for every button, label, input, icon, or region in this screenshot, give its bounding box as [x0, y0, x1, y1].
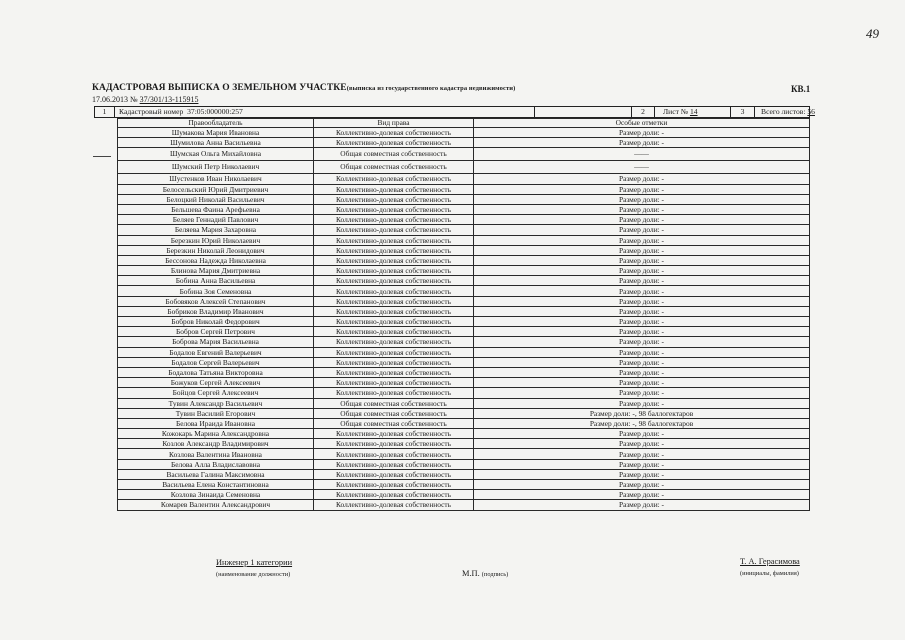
owner-cell: Беляев Геннадий Павлович: [118, 215, 314, 225]
owner-cell: Бодалов Евгений Валерьевич: [118, 347, 314, 357]
right-type-cell: Коллективно-долевая собственность: [314, 449, 474, 459]
right-type-cell: Коллективно-долевая собственность: [314, 378, 474, 388]
special-note-cell: Размер доли: -: [474, 194, 810, 204]
owner-cell: Шумская Ольга Михайловна: [118, 148, 314, 161]
right-type-cell: Коллективно-долевая собственность: [314, 184, 474, 194]
cadastral-number-label: Кадастровый номер: [119, 107, 184, 116]
special-note-cell: ——: [474, 161, 810, 174]
sheet-number-label: Лист №: [663, 107, 689, 116]
special-note-cell: Размер доли: -: [474, 480, 810, 490]
special-note-cell: Размер доли: -: [474, 235, 810, 245]
signer-position-block: [216, 558, 292, 578]
total-sheets-cell: [755, 107, 815, 117]
special-note-cell: Размер доли: -: [474, 449, 810, 459]
owner-cell: Комарев Валентин Александрович: [118, 500, 314, 510]
special-note-cell: Размер доли: -: [474, 296, 810, 306]
owner-cell: Белова Алла Владиславовна: [118, 459, 314, 469]
owner-cell: Козлова Валентина Ивановна: [118, 449, 314, 459]
table-row: [118, 418, 810, 428]
owner-cell: Березкин Николай Леонидович: [118, 245, 314, 255]
cadastral-number-cell: [115, 107, 535, 117]
table-row: [118, 276, 810, 286]
table-row: [118, 439, 810, 449]
table-row: [118, 500, 810, 510]
table-row: [118, 138, 810, 148]
special-note-cell: Размер доли: -: [474, 357, 810, 367]
right-type-cell: Коллективно-долевая собственность: [314, 245, 474, 255]
special-note-cell: Размер доли: -: [474, 378, 810, 388]
table-row: [118, 408, 810, 418]
owner-cell: Шумакова Мария Ивановна: [118, 128, 314, 138]
special-note-cell: Размер доли: -: [474, 174, 810, 184]
right-type-cell: Коллективно-долевая собственность: [314, 459, 474, 469]
owner-cell: Бодалов Сергей Валерьевич: [118, 357, 314, 367]
owner-cell: Бобовяков Алексей Степанович: [118, 296, 314, 306]
table-header-row: [118, 119, 810, 128]
special-note-cell: Размер доли: -: [474, 266, 810, 276]
right-type-cell: Коллективно-долевая собственность: [314, 469, 474, 479]
right-type-cell: Коллективно-долевая собственность: [314, 500, 474, 510]
special-note-cell: Размер доли: -: [474, 317, 810, 327]
owners-table-body: [118, 128, 810, 511]
right-type-cell: Коллективно-долевая собственность: [314, 490, 474, 500]
signer-name: Т. А. Герасимова: [740, 557, 800, 566]
total-sheets-label: Всего листов:: [761, 107, 806, 116]
special-note-cell: Размер доли: -: [474, 388, 810, 398]
owner-cell: Тувин Александр Васильевич: [118, 398, 314, 408]
right-type-cell: Коллективно-долевая собственность: [314, 235, 474, 245]
table-row: [118, 235, 810, 245]
table-row: [118, 398, 810, 408]
right-type-cell: Коллективно-долевая собственность: [314, 128, 474, 138]
right-type-cell: Общая совместная собственность: [314, 161, 474, 174]
table-row: [118, 469, 810, 479]
right-type-cell: Коллективно-долевая собственность: [314, 174, 474, 184]
document-title-subtitle: (выписка из государственного кадастра недвижимости): [346, 85, 516, 92]
table-row: [118, 174, 810, 184]
right-type-cell: Коллективно-долевая собственность: [314, 317, 474, 327]
special-note-cell: Размер доли: -: [474, 286, 810, 296]
table-row: [118, 490, 810, 500]
right-type-cell: Коллективно-долевая собственность: [314, 388, 474, 398]
special-note-cell: Размер доли: -: [474, 469, 810, 479]
owner-cell: Блинова Мария Дмитриевна: [118, 266, 314, 276]
owner-cell: Бельшева Фаина Арефьевна: [118, 204, 314, 214]
special-note-cell: Размер доли: -: [474, 204, 810, 214]
sheet-number-cell: [655, 107, 731, 117]
owner-cell: Васильева Елена Константиновна: [118, 480, 314, 490]
table-row: [118, 245, 810, 255]
section-number: 1: [95, 107, 115, 117]
right-type-cell: Коллективно-долевая собственность: [314, 266, 474, 276]
right-type-cell: Коллективно-долевая собственность: [314, 138, 474, 148]
table-row: [118, 255, 810, 265]
owner-cell: Белосельский Юрий Дмитриевич: [118, 184, 314, 194]
owner-cell: Кожокарь Марина Александровна: [118, 429, 314, 439]
right-type-cell: Коллективно-долевая собственность: [314, 286, 474, 296]
blank-cell: [535, 107, 631, 117]
table-row: [118, 459, 810, 469]
signature-caption: (подпись): [481, 571, 509, 578]
issue-date-number: [92, 95, 198, 104]
owner-cell: Боброва Мария Васильевна: [118, 337, 314, 347]
table-row: [118, 215, 810, 225]
right-type-cell: Коллективно-долевая собственность: [314, 255, 474, 265]
special-note-cell: Размер доли: -: [474, 255, 810, 265]
box-3: 3: [731, 107, 755, 117]
handwritten-page-number: 49: [866, 26, 879, 41]
table-row: [118, 357, 810, 367]
issue-date: 17.06.2013: [92, 95, 128, 104]
right-type-cell: Общая совместная собственность: [314, 408, 474, 418]
right-type-cell: Коллективно-долевая собственность: [314, 367, 474, 377]
owner-cell: Бодалова Татьяна Викторовна: [118, 367, 314, 377]
table-row: [118, 337, 810, 347]
document-title-main: КАДАСТРОВАЯ ВЫПИСКА О ЗЕМЕЛЬНОМ УЧАСТКЕ: [92, 83, 347, 93]
table-row: [118, 286, 810, 296]
special-note-cell: ——: [474, 148, 810, 161]
right-type-cell: Коллективно-долевая собственность: [314, 225, 474, 235]
special-note-cell: Размер доли: -: [474, 459, 810, 469]
table-row: [118, 161, 810, 174]
owner-cell: Белова Ираида Ивановна: [118, 418, 314, 428]
special-note-cell: Размер доли: -: [474, 367, 810, 377]
owner-cell: Бобина Анна Васильевна: [118, 276, 314, 286]
table-row: [118, 204, 810, 214]
special-note-cell: Размер доли: -: [474, 138, 810, 148]
special-note-cell: Размер доли: -, 98 баллогектаров: [474, 418, 810, 428]
special-note-cell: Размер доли: -: [474, 306, 810, 316]
table-row: [118, 480, 810, 490]
right-type-cell: Коллективно-долевая собственность: [314, 296, 474, 306]
special-note-cell: Размер доли: -: [474, 276, 810, 286]
owner-cell: Бобров Сергей Петрович: [118, 327, 314, 337]
table-row: [118, 296, 810, 306]
owner-cell: Шумский Петр Николаевич: [118, 161, 314, 174]
cadastral-number-value: 37:05:000000:257: [187, 107, 243, 116]
owner-cell: Беляева Мария Захаровна: [118, 225, 314, 235]
right-type-cell: Коллективно-долевая собственность: [314, 327, 474, 337]
right-type-cell: Коллективно-долевая собственность: [314, 306, 474, 316]
special-note-cell: Размер доли: -: [474, 245, 810, 255]
right-type-cell: Коллективно-долевая собственность: [314, 337, 474, 347]
owner-cell: Козлова Зинаида Семеновна: [118, 490, 314, 500]
table-row: [118, 225, 810, 235]
owner-cell: Бобриков Владимир Иванович: [118, 306, 314, 316]
right-type-cell: Коллективно-долевая собственность: [314, 347, 474, 357]
right-type-cell: Общая совместная собственность: [314, 398, 474, 408]
extract-number: 37/301/13-115915: [139, 95, 199, 104]
right-type-cell: Коллективно-долевая собственность: [314, 357, 474, 367]
box-2: 2: [631, 107, 655, 117]
table-row: [118, 128, 810, 138]
sheet-number-value: 14: [689, 107, 698, 116]
cadastral-info-row: [94, 106, 815, 118]
right-type-cell: Коллективно-долевая собственность: [314, 480, 474, 490]
special-note-cell: Размер доли: -: [474, 439, 810, 449]
form-code: КВ.1: [791, 84, 811, 94]
owners-table: [117, 118, 810, 511]
special-note-cell: Размер доли: -: [474, 215, 810, 225]
special-note-cell: Размер доли: -: [474, 500, 810, 510]
special-note-cell: Размер доли: -: [474, 128, 810, 138]
owner-cell: Шустенков Иван Николаевич: [118, 174, 314, 184]
signer-name-block: [740, 557, 800, 577]
header-owner: Правообладатель: [118, 119, 314, 128]
special-note-cell: Размер доли: -: [474, 337, 810, 347]
table-row: [118, 148, 810, 161]
right-type-cell: Коллективно-долевая собственность: [314, 215, 474, 225]
stamp-label: М.П.: [462, 569, 480, 578]
table-row: [118, 266, 810, 276]
stamp-signature-block: [462, 569, 508, 578]
margin-dash-mark: [93, 156, 111, 157]
table-row: [118, 449, 810, 459]
signer-position: Инженер 1 категории: [216, 558, 293, 567]
table-row: [118, 367, 810, 377]
table-row: [118, 317, 810, 327]
owner-cell: Васильева Галина Максимовна: [118, 469, 314, 479]
special-note-cell: Размер доли: -: [474, 490, 810, 500]
table-row: [118, 388, 810, 398]
signer-position-caption: (наименование должности): [216, 571, 291, 578]
right-type-cell: Общая совместная собственность: [314, 148, 474, 161]
owner-cell: Тувин Василий Егорович: [118, 408, 314, 418]
owner-cell: Бойцов Сергей Алексеевич: [118, 388, 314, 398]
owner-cell: Бобина Зоя Семеновна: [118, 286, 314, 296]
special-note-cell: Размер доли: -: [474, 327, 810, 337]
table-row: [118, 194, 810, 204]
right-type-cell: Коллективно-долевая собственность: [314, 276, 474, 286]
right-type-cell: Коллективно-долевая собственность: [314, 194, 474, 204]
owner-cell: Бессонова Надежда Николаевна: [118, 255, 314, 265]
special-note-cell: Размер доли: -, 98 баллогектаров: [474, 408, 810, 418]
table-row: [118, 327, 810, 337]
special-note-cell: Размер доли: -: [474, 225, 810, 235]
table-row: [118, 347, 810, 357]
owner-cell: Березкин Юрий Николаевич: [118, 235, 314, 245]
owner-cell: Божуков Сергей Алексеевич: [118, 378, 314, 388]
right-type-cell: Коллективно-долевая собственность: [314, 429, 474, 439]
special-note-cell: Размер доли: -: [474, 398, 810, 408]
owner-cell: Бобров Николай Федорович: [118, 317, 314, 327]
table-row: [118, 429, 810, 439]
right-type-cell: Общая совместная собственность: [314, 418, 474, 428]
table-row: [118, 378, 810, 388]
right-type-cell: Коллективно-долевая собственность: [314, 439, 474, 449]
document-title: [92, 83, 515, 93]
owner-cell: Шумилова Анна Васильевна: [118, 138, 314, 148]
owner-cell: Белоцкий Николай Васильевич: [118, 194, 314, 204]
number-sign: №: [130, 95, 138, 104]
right-type-cell: Коллективно-долевая собственность: [314, 204, 474, 214]
table-row: [118, 306, 810, 316]
table-row: [118, 184, 810, 194]
total-sheets-value: 56: [807, 107, 815, 116]
header-right-type: Вид права: [314, 119, 474, 128]
owner-cell: Козлов Александр Владимирович: [118, 439, 314, 449]
special-note-cell: Размер доли: -: [474, 184, 810, 194]
signer-name-caption: (инициалы, фамилия): [740, 570, 799, 577]
special-note-cell: Размер доли: -: [474, 429, 810, 439]
header-special-notes: Особые отметки: [474, 119, 810, 128]
special-note-cell: Размер доли: -: [474, 347, 810, 357]
